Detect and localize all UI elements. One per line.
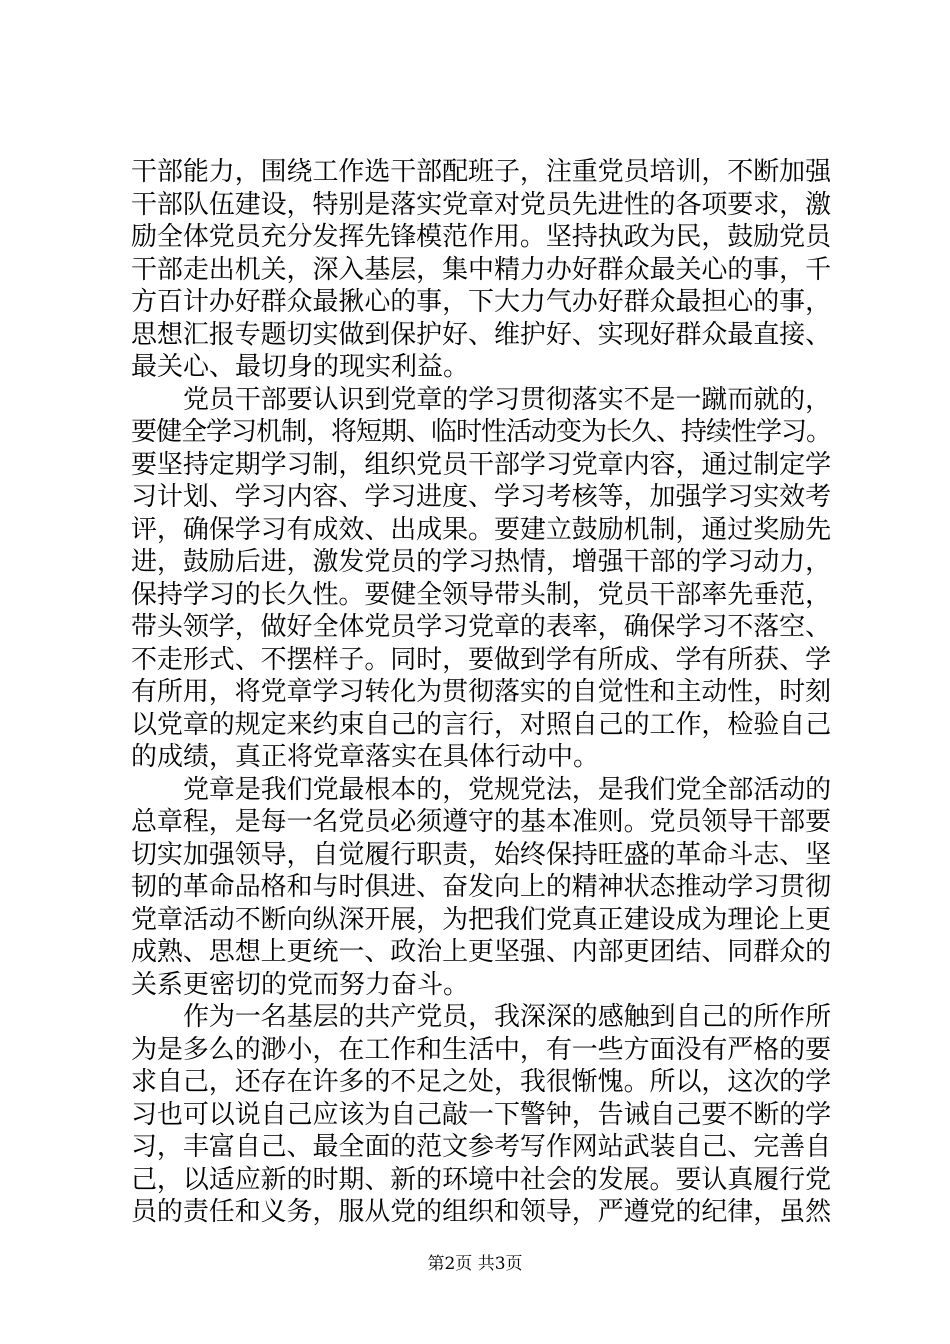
text-line: 干部走出机关，深入基层，集中精力办好群众最关心的事，千	[131, 254, 832, 285]
text-line: 己，以适应新的时期、新的环境中社会的发展。要认真履行党	[131, 1164, 832, 1195]
text-line: 评，确保学习有成效、出成果。要建立鼓励机制，通过奖励先	[131, 514, 832, 545]
text-line: 习，丰富自己、最全面的范文参考写作网站武装自己、完善自	[131, 1132, 832, 1162]
text-line: 的成绩，真正将党章落实在具体行动中。	[131, 742, 600, 772]
paragraph-first-line: 党章是我们党最根本的，党规党法，是我们党全部活动的	[183, 774, 832, 805]
text-line: 思想汇报专题切实做到保护好、维护好、实现好群众最直接、	[131, 319, 832, 350]
page-footer: 第2页 共3页	[427, 1254, 523, 1274]
paragraph-first-line: 作为一名基层的共产党员，我深深的感触到自己的所作所	[183, 1002, 832, 1032]
document-body	[131, 156, 831, 1229]
text-line: 习计划、学习内容、学习进度、学习考核等，加强学习实效考	[131, 482, 832, 512]
text-line: 要健全学习机制，将短期、临时性活动变为长久、持续性学习。	[131, 417, 832, 447]
text-line: 要坚持定期学习制，组织党员干部学习党章内容，通过制定学	[131, 449, 832, 480]
text-line: 保持学习的长久性。要健全领导带头制，党员干部率先垂范，	[131, 579, 832, 610]
text-line: 切实加强领导，自觉履行职责，始终保持旺盛的革命斗志、坚	[131, 839, 832, 870]
text-line: 习也可以说自己应该为自己敲一下警钟，告诫自己要不断的学	[131, 1099, 832, 1130]
text-line: 不走形式、不摆样子。同时，要做到学有所成、学有所获、学	[131, 644, 832, 675]
text-line: 以党章的规定来约束自己的言行，对照自己的工作，检验自己	[131, 709, 832, 740]
paragraph-first-line: 党员干部要认识到党章的学习贯彻落实不是一蹴而就的，	[183, 384, 832, 415]
text-line: 关系更密切的党而努力奋斗。	[131, 969, 470, 1000]
text-line: 总章程，是每一名党员必须遵守的基本准则。党员领导干部要	[131, 807, 832, 837]
text-line: 干部队伍建设，特别是落实党章对党员先进性的各项要求，激	[131, 189, 832, 220]
text-line: 求自己，还存在许多的不足之处，我很惭愧。所以，这次的学	[131, 1067, 832, 1097]
text-line: 带头领学，做好全体党员学习党章的表率，确保学习不落空、	[131, 612, 832, 642]
text-line: 为是多么的渺小，在工作和生活中，有一些方面没有严格的要	[131, 1034, 832, 1065]
text-line: 成熟、思想上更统一、政治上更坚强、内部更团结、同群众的	[131, 937, 832, 967]
text-line: 最关心、最切身的现实利益。	[131, 352, 470, 382]
text-line: 员的责任和义务，服从党的组织和领导，严遵党的纪律，虽然	[131, 1197, 832, 1227]
text-line: 有所用，将党章学习转化为贯彻落实的自觉性和主动性，时刻	[131, 677, 832, 707]
text-line: 干部能力，围绕工作选干部配班子，注重党员培训，不断加强	[131, 157, 832, 187]
text-line: 党章活动不断向纵深开展，为把我们党真正建设成为理论上更	[131, 904, 832, 935]
text-line: 方百计办好群众最揪心的事，下大力气办好群众最担心的事，	[131, 287, 832, 317]
text-line: 励全体党员充分发挥先锋模范作用。坚持执政为民，鼓励党员	[131, 222, 832, 252]
text-line: 进，鼓励后进，激发党员的学习热情，增强干部的学习动力，	[131, 547, 832, 577]
text-line: 韧的革命品格和与时俱进、奋发向上的精神状态推动学习贯彻	[131, 872, 832, 902]
